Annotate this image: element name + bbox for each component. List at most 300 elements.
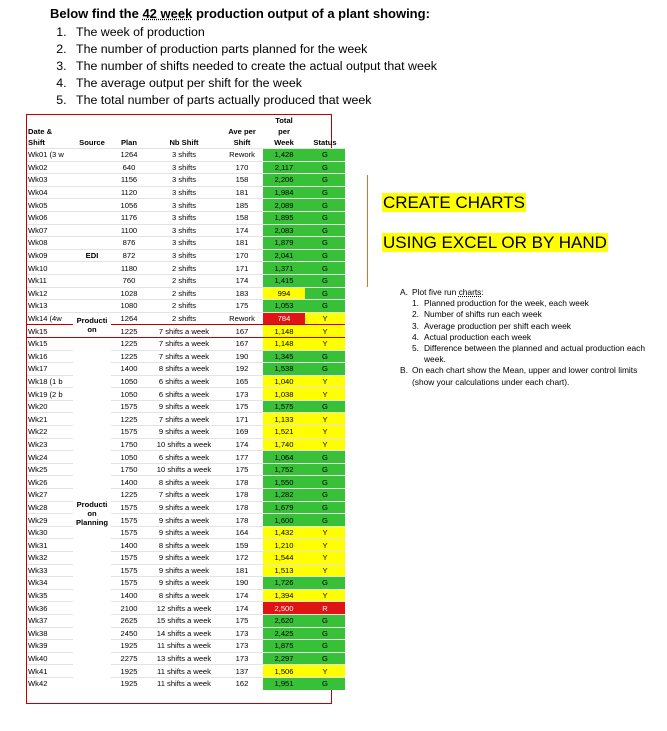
plan-cell: 1080 (111, 300, 147, 313)
status-cell: G (305, 501, 345, 514)
ave-cell: 164 (221, 526, 263, 539)
total-cell: 994 (263, 287, 305, 300)
status-cell: Y (305, 413, 345, 426)
plan-cell: 1180 (111, 262, 147, 275)
week-cell: Wk22 (27, 426, 73, 439)
status-cell: G (305, 224, 345, 237)
week-cell: Wk14 (4w (27, 312, 73, 325)
status-cell: G (305, 300, 345, 313)
week-cell: Wk05 (27, 199, 73, 212)
table-row (27, 224, 345, 237)
week-cell: Wk21 (27, 413, 73, 426)
week-cell: Wk40 (27, 652, 73, 665)
ave-cell: 174 (221, 438, 263, 451)
status-cell: G (305, 350, 345, 363)
header-nb-shift: Nb Shift (169, 138, 199, 147)
shift-cell: 13 shifts a week (147, 652, 221, 665)
plan-cell: 1100 (111, 224, 147, 237)
shift-cell: 9 shifts a week (147, 564, 221, 577)
ave-cell: 175 (221, 300, 263, 313)
status-cell: Y (305, 325, 345, 338)
week-cell: Wk35 (27, 589, 73, 602)
total-cell: 1,513 (263, 564, 305, 577)
ave-cell: 171 (221, 413, 263, 426)
week-cell: Wk34 (27, 577, 73, 590)
shift-cell: 6 shifts a week (147, 388, 221, 401)
plan-cell: 1575 (111, 526, 147, 539)
week-cell: Wk02 (27, 161, 73, 174)
week-cell: Wk27 (27, 489, 73, 502)
status-cell: G (305, 577, 345, 590)
table-row (27, 199, 345, 212)
total-cell: 784 (263, 312, 305, 325)
task-b-note: (show your calculations under each chart). (412, 376, 570, 387)
plan-cell: 1575 (111, 564, 147, 577)
ave-cell: 169 (221, 426, 263, 439)
ave-cell: 175 (221, 614, 263, 627)
shift-cell: 12 shifts a week (147, 602, 221, 615)
total-cell: 1,064 (263, 451, 305, 464)
table-row (27, 161, 345, 174)
total-cell: 2,041 (263, 249, 305, 262)
intro-item: 3. The number of shifts needed to create the actual output that week (70, 58, 470, 75)
total-cell: 1,345 (263, 350, 305, 363)
ave-cell: 175 (221, 400, 263, 413)
total-cell: 1,575 (263, 400, 305, 413)
week-cell: Wk18 (1 b (27, 375, 73, 388)
ave-cell: 137 (221, 665, 263, 678)
total-cell: 1,879 (263, 237, 305, 250)
total-cell: 1,550 (263, 476, 305, 489)
status-cell: G (305, 363, 345, 376)
total-cell: 1,951 (263, 677, 305, 689)
ave-cell: 170 (221, 161, 263, 174)
shift-cell: 3 shifts (147, 237, 221, 250)
production-table (26, 114, 337, 704)
intro-section (50, 6, 470, 109)
shift-cell: 7 shifts a week (147, 350, 221, 363)
shift-cell: 9 shifts a week (147, 426, 221, 439)
plan-cell: 1925 (111, 665, 147, 678)
shift-cell: 9 shifts a week (147, 577, 221, 590)
week-cell: Wk04 (27, 186, 73, 199)
shift-cell: 7 shifts a week (147, 337, 221, 350)
total-cell: 1,394 (263, 589, 305, 602)
production-grid (27, 115, 345, 690)
week-cell: Wk09 (27, 249, 73, 262)
ave-cell: 167 (221, 337, 263, 350)
week-cell: Wk28 (27, 501, 73, 514)
shift-cell: 3 shifts (147, 161, 221, 174)
shift-cell: 11 shifts a week (147, 640, 221, 653)
week-cell: Wk06 (27, 211, 73, 224)
plan-cell: 640 (111, 161, 147, 174)
shift-cell: 2 shifts (147, 274, 221, 287)
shift-cell: 9 shifts a week (147, 552, 221, 565)
shift-cell: 7 shifts a week (147, 489, 221, 502)
week-cell: Wk24 (27, 451, 73, 464)
week-cell: Wk29 (27, 514, 73, 527)
table-row (27, 312, 345, 325)
intro-item: 1. The week of production (70, 24, 470, 41)
total-cell: 1,726 (263, 577, 305, 590)
shift-cell: 11 shifts a week (147, 677, 221, 689)
week-cell: Wk26 (27, 476, 73, 489)
grid-body (27, 149, 345, 690)
shift-cell: 10 shifts a week (147, 463, 221, 476)
shift-cell: 8 shifts a week (147, 539, 221, 552)
total-cell: 1,053 (263, 300, 305, 313)
ave-cell: 181 (221, 564, 263, 577)
week-cell: Wk15 (27, 337, 73, 350)
total-cell: 2,425 (263, 627, 305, 640)
ave-cell: Rework (221, 312, 263, 325)
shift-cell: 9 shifts a week (147, 501, 221, 514)
week-cell: Wk17 (27, 363, 73, 376)
total-cell: 1,538 (263, 363, 305, 376)
week-cell: Wk23 (27, 438, 73, 451)
status-cell: G (305, 237, 345, 250)
status-cell: Y (305, 388, 345, 401)
week-cell: Wk01 (3 w (27, 149, 73, 162)
shift-cell: 3 shifts (147, 211, 221, 224)
plan-cell: 1925 (111, 640, 147, 653)
total-cell: 1,740 (263, 438, 305, 451)
total-cell: 1,371 (263, 262, 305, 275)
intro-title-link: 42 week (142, 6, 193, 21)
total-cell: 1,875 (263, 640, 305, 653)
header-per: per (278, 127, 290, 136)
shift-cell: 2 shifts (147, 262, 221, 275)
shift-cell: 15 shifts a week (147, 614, 221, 627)
ave-cell: 173 (221, 627, 263, 640)
ave-cell: 178 (221, 476, 263, 489)
plan-cell: 1120 (111, 186, 147, 199)
shift-cell: 3 shifts (147, 174, 221, 187)
status-cell: Y (305, 552, 345, 565)
task-subitem: 3. Average production per shift each week (412, 320, 571, 331)
ave-cell: 185 (221, 199, 263, 212)
total-cell: 1,752 (263, 463, 305, 476)
plan-cell: 1400 (111, 539, 147, 552)
shift-cell: 8 shifts a week (147, 589, 221, 602)
week-cell: Wk38 (27, 627, 73, 640)
ave-cell: 170 (221, 249, 263, 262)
shift-cell: 3 shifts (147, 149, 221, 162)
header-row-mid (27, 126, 345, 137)
status-cell: Y (305, 589, 345, 602)
shift-cell: 8 shifts a week (147, 476, 221, 489)
total-cell: 1,600 (263, 514, 305, 527)
total-cell: 1,506 (263, 665, 305, 678)
plan-cell: 872 (111, 249, 147, 262)
plan-cell: 1050 (111, 375, 147, 388)
status-cell: G (305, 640, 345, 653)
create-charts-banner: CREATE CHARTS (383, 193, 526, 212)
total-cell: 2,117 (263, 161, 305, 174)
status-cell: Y (305, 526, 345, 539)
plan-cell: 1575 (111, 400, 147, 413)
header-row-top (27, 115, 345, 126)
status-cell: G (305, 274, 345, 287)
plan-cell: 2450 (111, 627, 147, 640)
status-cell: G (305, 489, 345, 502)
total-cell: 2,206 (263, 174, 305, 187)
status-cell: G (305, 614, 345, 627)
week-cell: Wk20 (27, 400, 73, 413)
task-a-subitems (400, 298, 665, 365)
table-row (27, 274, 345, 287)
status-cell: Y (305, 665, 345, 678)
shift-cell: 3 shifts (147, 224, 221, 237)
status-cell: G (305, 161, 345, 174)
week-cell: Wk07 (27, 224, 73, 237)
week-cell: Wk32 (27, 552, 73, 565)
week-cell: Wk42 (27, 677, 73, 689)
status-cell: Y (305, 337, 345, 350)
header-source: Source (79, 138, 105, 147)
header-ave-top: Ave per (228, 127, 256, 136)
plan-cell: 1264 (111, 312, 147, 325)
orange-divider (367, 175, 368, 287)
status-cell: Y (305, 375, 345, 388)
ave-cell: 174 (221, 274, 263, 287)
total-cell: 1,040 (263, 375, 305, 388)
table-row (27, 186, 345, 199)
ave-cell: 190 (221, 577, 263, 590)
shift-cell: 3 shifts (147, 249, 221, 262)
plan-cell: 760 (111, 274, 147, 287)
status-cell: G (305, 514, 345, 527)
plan-cell: 1056 (111, 199, 147, 212)
plan-cell: 1400 (111, 476, 147, 489)
ave-cell: 173 (221, 388, 263, 401)
ave-cell: 172 (221, 552, 263, 565)
intro-title: Below find the 42 week production output of a plant showing: (50, 6, 430, 21)
shift-cell: 3 shifts (147, 199, 221, 212)
task-b: B. On each chart show the Mean, upper and lower control limits (400, 365, 638, 376)
total-cell: 1,133 (263, 413, 305, 426)
status-cell: G (305, 249, 345, 262)
shift-cell: 7 shifts a week (147, 413, 221, 426)
week-cell: Wk31 (27, 539, 73, 552)
total-cell: 1,432 (263, 526, 305, 539)
total-cell: 1,521 (263, 426, 305, 439)
status-cell: G (305, 677, 345, 689)
status-cell: G (305, 652, 345, 665)
total-cell: 1,038 (263, 388, 305, 401)
shift-cell: 14 shifts a week (147, 627, 221, 640)
status-cell: G (305, 149, 345, 162)
intro-item: 4. The average output per shift for the week (70, 75, 470, 92)
ave-cell: 177 (221, 451, 263, 464)
status-cell: R (305, 602, 345, 615)
shift-cell: 6 shifts a week (147, 451, 221, 464)
intro-list (50, 24, 470, 109)
status-cell: Y (305, 539, 345, 552)
ave-cell: 162 (221, 677, 263, 689)
source-cell: EDI (73, 249, 111, 262)
header-total: Total (275, 116, 293, 125)
ave-cell: 173 (221, 640, 263, 653)
week-cell: Wk13 (27, 300, 73, 313)
plan-cell: 1225 (111, 489, 147, 502)
table-row (27, 211, 345, 224)
total-cell: 2,620 (263, 614, 305, 627)
status-cell: G (305, 211, 345, 224)
status-cell: G (305, 451, 345, 464)
header-ave-shift: Shift (233, 138, 251, 147)
plan-cell: 2100 (111, 602, 147, 615)
shift-cell: 3 shifts (147, 186, 221, 199)
ave-cell: 181 (221, 186, 263, 199)
total-cell: 2,083 (263, 224, 305, 237)
week-cell: Wk08 (27, 237, 73, 250)
plan-cell: 1575 (111, 426, 147, 439)
shift-cell: 2 shifts (147, 312, 221, 325)
week-cell: Wk10 (27, 262, 73, 275)
plan-cell: 2625 (111, 614, 147, 627)
task-subitem: 4. Actual production each week (412, 331, 532, 342)
status-cell: G (305, 262, 345, 275)
status-cell: G (305, 627, 345, 640)
table-row (27, 300, 345, 313)
shift-cell: 7 shifts a week (147, 325, 221, 338)
table-row (27, 337, 345, 350)
ave-cell: 183 (221, 287, 263, 300)
ave-cell: 178 (221, 514, 263, 527)
week-cell: Wk30 (27, 526, 73, 539)
table-row (27, 287, 345, 300)
table-row (27, 262, 345, 275)
total-cell: 2,500 (263, 602, 305, 615)
table-row (27, 174, 345, 187)
week-cell: Wk33 (27, 564, 73, 577)
status-cell: Y (305, 426, 345, 439)
charts-link: charts (458, 287, 482, 297)
plan-cell: 1156 (111, 174, 147, 187)
plan-cell: 1225 (111, 350, 147, 363)
week-cell: Wk39 (27, 640, 73, 653)
ave-cell: 165 (221, 375, 263, 388)
total-cell: 2,089 (263, 199, 305, 212)
week-cell: Wk36 (27, 602, 73, 615)
source-cell: Producti on (73, 312, 111, 337)
ave-cell: 175 (221, 463, 263, 476)
plan-cell: 1176 (111, 211, 147, 224)
intro-item: 2. The number of production parts planned for the week (70, 41, 470, 58)
plan-cell: 1225 (111, 413, 147, 426)
table-row (27, 249, 345, 262)
ave-cell: 178 (221, 489, 263, 502)
plan-cell: 1400 (111, 589, 147, 602)
total-cell: 2,297 (263, 652, 305, 665)
ave-cell: 158 (221, 174, 263, 187)
total-cell: 1,895 (263, 211, 305, 224)
total-cell: 1,415 (263, 274, 305, 287)
plan-cell: 1225 (111, 337, 147, 350)
total-cell: 1,984 (263, 186, 305, 199)
plan-cell: 1028 (111, 287, 147, 300)
table-row (27, 149, 345, 162)
week-cell: Wk16 (27, 350, 73, 363)
shift-cell: 9 shifts a week (147, 526, 221, 539)
week-cell: Wk19 (2 b (27, 388, 73, 401)
shift-cell: 6 shifts a week (147, 375, 221, 388)
ave-cell: 158 (221, 211, 263, 224)
task-subitem: 1. Planned production for the week, each week (412, 298, 589, 309)
week-cell: Wk37 (27, 614, 73, 627)
ave-cell: 174 (221, 589, 263, 602)
plan-cell: 2275 (111, 652, 147, 665)
shift-cell: 9 shifts a week (147, 514, 221, 527)
ave-cell: 174 (221, 602, 263, 615)
week-cell: Wk15 (27, 325, 73, 338)
plan-cell: 1264 (111, 149, 147, 162)
status-cell: G (305, 186, 345, 199)
shift-cell: 2 shifts (147, 287, 221, 300)
status-cell: G (305, 463, 345, 476)
shift-cell: 9 shifts a week (147, 400, 221, 413)
table-row (27, 237, 345, 250)
plan-cell: 1575 (111, 514, 147, 527)
total-cell: 1,210 (263, 539, 305, 552)
plan-cell: 1225 (111, 325, 147, 338)
total-cell: 1,148 (263, 325, 305, 338)
status-cell: Y (305, 312, 345, 325)
ave-cell: 190 (221, 350, 263, 363)
plan-cell: 1400 (111, 363, 147, 376)
status-cell: G (305, 174, 345, 187)
plan-cell: 1575 (111, 501, 147, 514)
ave-cell: 171 (221, 262, 263, 275)
ave-cell: Rework (221, 149, 263, 162)
plan-cell: 1050 (111, 388, 147, 401)
total-cell: 1,428 (263, 149, 305, 162)
task-subitem: 5. Difference between the planned and actual production each week. (412, 343, 646, 365)
header-status: Status (313, 138, 337, 147)
plan-cell: 1575 (111, 552, 147, 565)
week-cell: Wk25 (27, 463, 73, 476)
intro-item: 5. The total number of parts actually produced that week (70, 92, 470, 109)
shift-cell: 8 shifts a week (147, 363, 221, 376)
week-cell: Wk11 (27, 274, 73, 287)
shift-cell: 11 shifts a week (147, 665, 221, 678)
ave-cell: 174 (221, 224, 263, 237)
task-a: A. Plot five run charts: (400, 287, 484, 297)
status-cell: Y (305, 564, 345, 577)
ave-cell: 173 (221, 652, 263, 665)
header-plan: Plan (120, 138, 138, 147)
task-subitem: 2. Number of shifts run each week (412, 309, 542, 320)
plan-cell: 1750 (111, 463, 147, 476)
ave-cell: 178 (221, 501, 263, 514)
week-cell: Wk12 (27, 287, 73, 300)
plan-cell: 1925 (111, 677, 147, 689)
ave-cell: 167 (221, 325, 263, 338)
task-instructions (400, 287, 665, 388)
total-cell: 1,679 (263, 501, 305, 514)
source-cell: Producti on Planning (73, 337, 111, 689)
ave-cell: 192 (221, 363, 263, 376)
ave-cell: 181 (221, 237, 263, 250)
plan-cell: 1575 (111, 577, 147, 590)
total-cell: 1,282 (263, 489, 305, 502)
status-cell: G (305, 400, 345, 413)
ave-cell: 159 (221, 539, 263, 552)
header-row (27, 137, 345, 149)
header-week: Week (274, 138, 294, 147)
